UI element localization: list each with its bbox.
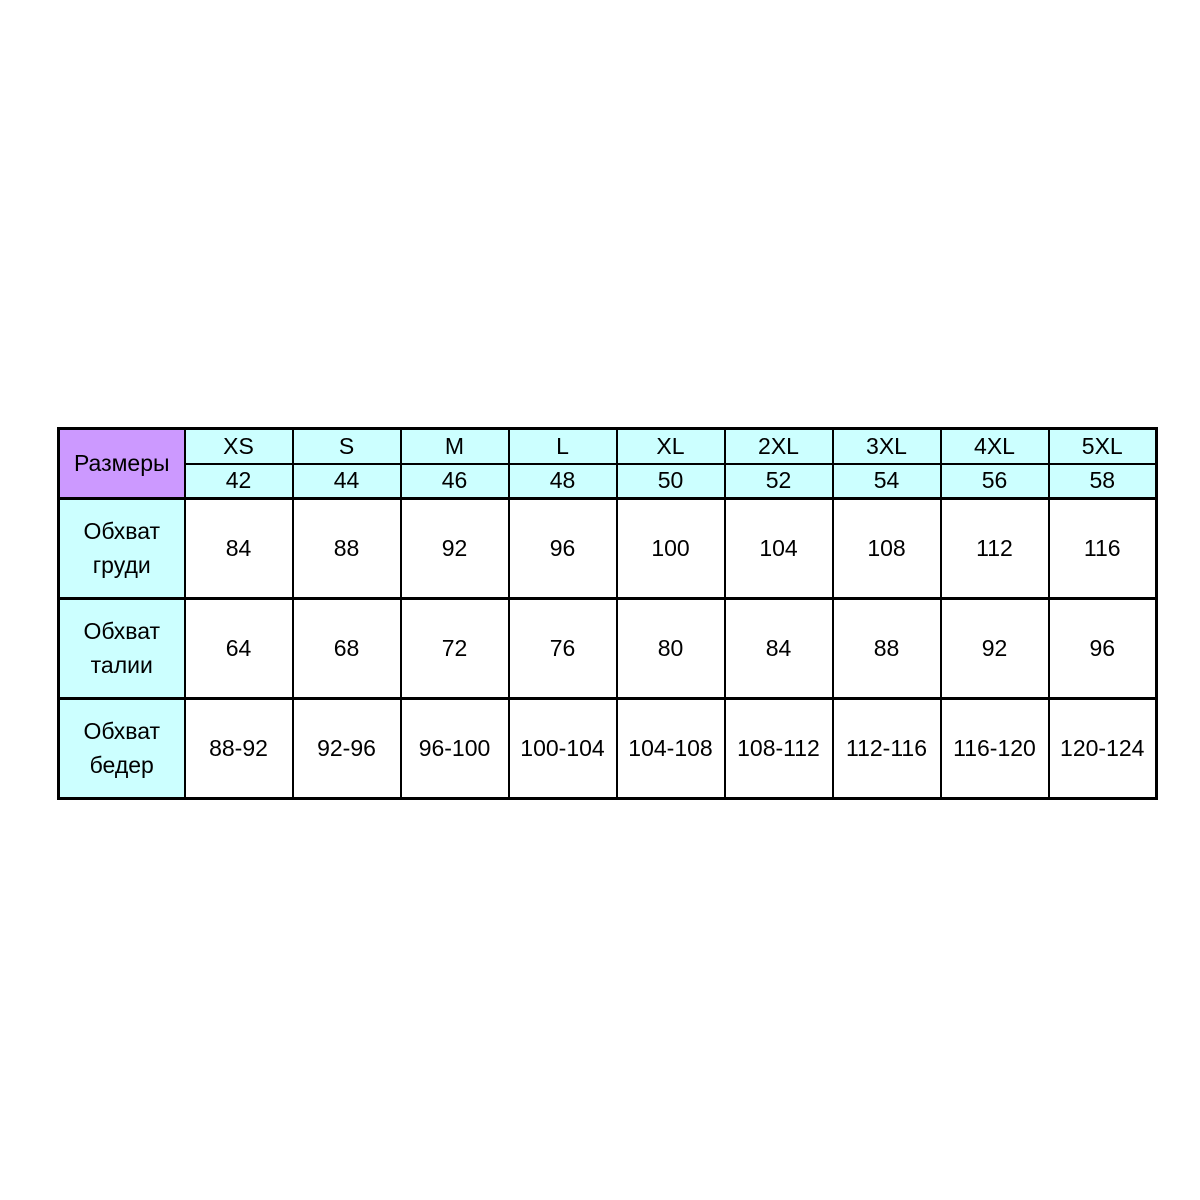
value-cell: 96 — [1049, 599, 1157, 699]
value-cell: 84 — [725, 599, 833, 699]
value-cell: 108-112 — [725, 699, 833, 799]
value-cell: 72 — [401, 599, 509, 699]
value-cell: 88-92 — [185, 699, 293, 799]
size-numbers-row — [59, 464, 1157, 499]
size-label-cell: 2XL — [725, 429, 833, 464]
size-label-cell: 5XL — [1049, 429, 1157, 464]
size-chart-body — [59, 429, 1157, 799]
value-cell: 120-124 — [1049, 699, 1157, 799]
size-number-cell: 52 — [725, 464, 833, 499]
value-cell: 116 — [1049, 499, 1157, 599]
row-label-cell: Обхват груди — [59, 499, 185, 599]
value-cell: 108 — [833, 499, 941, 599]
size-label-cell: L — [509, 429, 617, 464]
size-number-cell: 50 — [617, 464, 725, 499]
size-label-cell: XS — [185, 429, 293, 464]
value-cell: 104-108 — [617, 699, 725, 799]
value-cell: 88 — [293, 499, 401, 599]
value-cell: 80 — [617, 599, 725, 699]
size-chart-table — [57, 427, 1158, 800]
value-cell: 88 — [833, 599, 941, 699]
measurement-row — [59, 499, 1157, 599]
value-cell: 112-116 — [833, 699, 941, 799]
size-number-cell: 56 — [941, 464, 1049, 499]
size-label-cell: 3XL — [833, 429, 941, 464]
value-cell: 92-96 — [293, 699, 401, 799]
value-cell: 64 — [185, 599, 293, 699]
value-cell: 68 — [293, 599, 401, 699]
size-label-cell: 4XL — [941, 429, 1049, 464]
row-label-cell: Обхват бедер — [59, 699, 185, 799]
measurement-row — [59, 599, 1157, 699]
size-number-cell: 48 — [509, 464, 617, 499]
value-cell: 96-100 — [401, 699, 509, 799]
size-number-cell: 42 — [185, 464, 293, 499]
size-number-cell: 46 — [401, 464, 509, 499]
corner-header-cell: Размеры — [59, 429, 185, 499]
measurement-row — [59, 699, 1157, 799]
value-cell: 104 — [725, 499, 833, 599]
size-number-cell: 54 — [833, 464, 941, 499]
value-cell: 100-104 — [509, 699, 617, 799]
size-label-cell: M — [401, 429, 509, 464]
value-cell: 76 — [509, 599, 617, 699]
value-cell: 92 — [941, 599, 1049, 699]
value-cell: 116-120 — [941, 699, 1049, 799]
value-cell: 100 — [617, 499, 725, 599]
size-label-cell: XL — [617, 429, 725, 464]
row-label-cell: Обхват талии — [59, 599, 185, 699]
value-cell: 96 — [509, 499, 617, 599]
value-cell: 92 — [401, 499, 509, 599]
size-number-cell: 44 — [293, 464, 401, 499]
size-labels-row — [59, 429, 1157, 464]
size-label-cell: S — [293, 429, 401, 464]
value-cell: 84 — [185, 499, 293, 599]
size-number-cell: 58 — [1049, 464, 1157, 499]
value-cell: 112 — [941, 499, 1049, 599]
